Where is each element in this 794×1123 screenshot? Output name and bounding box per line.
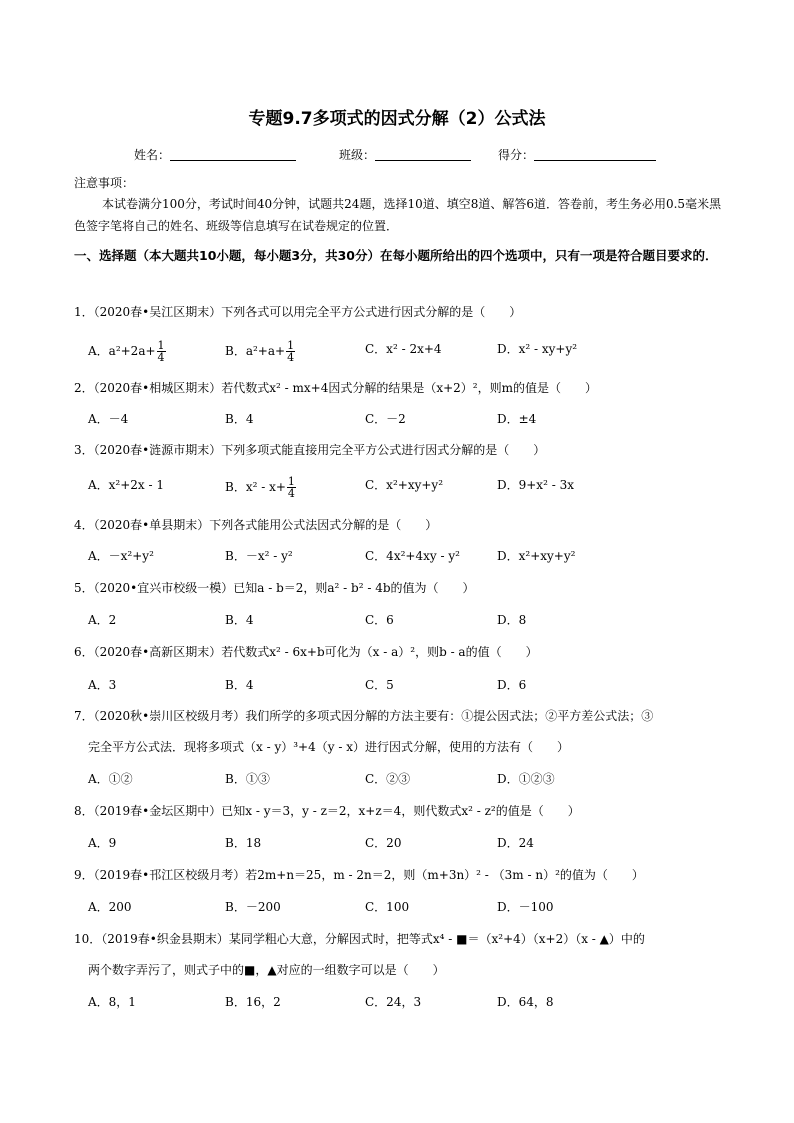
option-d[interactable]: D．24 (497, 836, 534, 850)
class-blank[interactable] (375, 148, 471, 161)
question-stem: 5．（2020•宜兴市校级一模）已知a - b＝2，则a² - b² - 4b的值为（ ） (74, 581, 475, 595)
option-d[interactable]: D．x²+xy+y² (497, 549, 576, 563)
section-heading: 一、选择题（本大题共10小题，每小题3分，共30分）在每小题所给出的四个选项中，只有一项是符合题目要求的． (74, 248, 718, 263)
option-a[interactable]: A．8，1 (88, 995, 136, 1009)
option-a[interactable]: A．2 (88, 613, 117, 627)
question-stem: 8．（2019春•金坛区期中）已知x - y＝3，y - z＝2，x+z＝4，则代数式x² - z²的值是（ ） (74, 804, 580, 818)
option-b[interactable]: B．4 (225, 613, 254, 627)
option-d[interactable]: D．9+x² - 3x (497, 478, 574, 492)
option-a[interactable]: A．①② (88, 772, 133, 786)
question-stem-continued: 两个数字弄污了，则式子中的■，▲对应的一组数字可以是（ ） (88, 963, 445, 977)
option-a[interactable]: A．－4 (88, 412, 129, 426)
option-d[interactable]: D．－100 (497, 900, 554, 914)
option-c[interactable]: C．100 (365, 900, 410, 914)
option-b[interactable]: B．18 (225, 836, 262, 850)
fraction: $\frac{1}{4}$ (157, 339, 165, 364)
option-a[interactable]: A．3 (88, 678, 117, 692)
question-stem: 10．（2019春•织金县期末）某同学粗心大意，分解因式时，把等式x⁴ - ■＝（x²+4）（x+2）（x - ▲）中的 (74, 932, 645, 946)
score-label: 得分： (498, 148, 535, 162)
option-c[interactable]: C．24，3 (365, 995, 422, 1009)
option-c[interactable]: C．4x²+4xy - y² (365, 549, 460, 563)
option-b[interactable]: B．4 (225, 678, 254, 692)
score-field (498, 146, 656, 163)
question-stem-continued: 完全平方公式法．现将多项式（x - y）³+4（y - x）进行因式分解，使用的方法有（ ） (88, 740, 569, 754)
question-stem: 6．（2020春•高新区期末）若代数式x² - 6x+b可化为（x - a）²，则b - a的值（ ） (74, 645, 538, 659)
option-c[interactable]: C．5 (365, 678, 394, 692)
name-label: 姓名： (134, 148, 171, 162)
fraction: $\frac{1}{4}$ (287, 339, 295, 364)
question-stem: 3．（2020春•涟源市期末）下列多项式能直接用完全平方公式进行因式分解的是（ ） (74, 443, 546, 457)
option-b[interactable]: B．①③ (225, 772, 270, 786)
option-a[interactable]: A．－x²+y² (88, 549, 154, 563)
option-c[interactable]: C．－2 (365, 412, 406, 426)
option-d[interactable]: D．±4 (497, 412, 537, 426)
option-a[interactable]: A．a²+2a+ $\frac{1}{4}$ (88, 339, 165, 364)
question-stem: 4．（2020春•单县期末）下列各式能用公式法因式分解的是（ ） (74, 518, 438, 532)
class-label: 班级： (339, 148, 376, 162)
option-b[interactable]: B．x² - x+ $\frac{1}{4}$ (225, 475, 295, 500)
option-a[interactable]: A．x²+2x - 1 (88, 478, 165, 492)
question-stem: 7．（2020秋•崇川区校级月考）我们所学的多项式因分解的方法主要有：①提公因式法；②平方差公式法；③ (74, 709, 654, 723)
question-stem: 9．（2019春•邗江区校级月考）若2m+n＝25，m - 2n＝2，则（m+3n）² - （3m - n）²的值为（ ） (74, 868, 644, 882)
option-b[interactable]: B．－x² - y² (225, 549, 293, 563)
question-stem: 2．（2020春•相城区期末）若代数式x² - mx+4因式分解的结果是（x+2）²，则m的值是（ ） (74, 381, 597, 395)
option-a[interactable]: A．9 (88, 836, 117, 850)
fraction: $\frac{1}{4}$ (287, 475, 295, 500)
score-blank[interactable] (534, 148, 656, 161)
option-b[interactable]: B．a²+a+ $\frac{1}{4}$ (225, 339, 295, 364)
notice-heading: 注意事项： (74, 176, 135, 190)
option-b[interactable]: B．16，2 (225, 995, 281, 1009)
class-field (339, 146, 471, 163)
page-title: 专题9.7多项式的因式分解（2）公式法 (248, 109, 546, 129)
option-d[interactable]: D．64，8 (497, 995, 554, 1009)
notice-body: 本试卷满分100分，考试时间40分钟，试题共24题，选择10道、填空8道、解答6道．答卷前，考生务必用0.5毫米黑色签字笔将自己的姓名、班级等信息填写在试卷规定的位置． (74, 197, 722, 233)
name-field (134, 146, 296, 163)
option-c[interactable]: C．x²+xy+y² (365, 478, 444, 492)
option-b[interactable]: B．4 (225, 412, 254, 426)
option-c[interactable]: C．6 (365, 613, 394, 627)
option-c[interactable]: C．②③ (365, 772, 411, 786)
option-c[interactable]: C．x² - 2x+4 (365, 342, 442, 356)
option-d[interactable]: D．8 (497, 613, 527, 627)
name-blank[interactable] (170, 148, 296, 161)
option-b[interactable]: B．－200 (225, 900, 281, 914)
option-d[interactable]: D．6 (497, 678, 527, 692)
option-d[interactable]: D．x² - xy+y² (497, 342, 578, 356)
option-c[interactable]: C．20 (365, 836, 402, 850)
option-a[interactable]: A．200 (88, 900, 132, 914)
option-d[interactable]: D．①②③ (497, 772, 555, 786)
question-stem: 1．（2020春•吴江区期末）下列各式可以用完全平方公式进行因式分解的是（ ） (74, 305, 522, 319)
